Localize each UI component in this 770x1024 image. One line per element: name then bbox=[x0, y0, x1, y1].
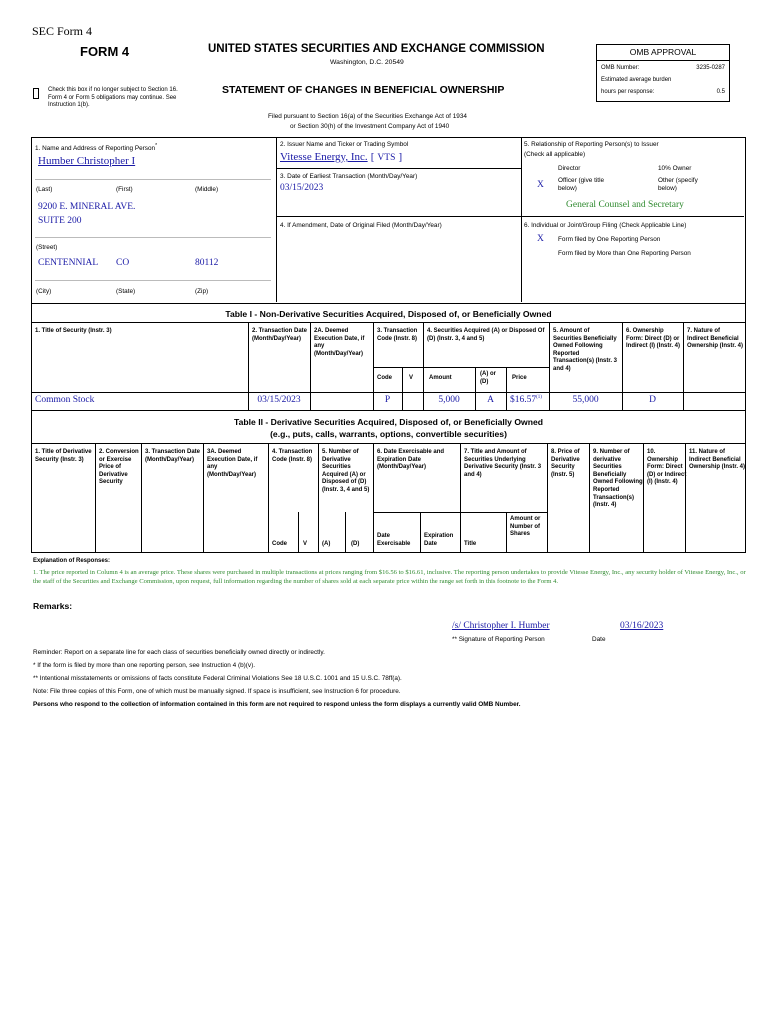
city-label: (City) bbox=[36, 288, 52, 295]
table2-subtitle: (e.g., puts, calls, warrants, options, convertible securities) bbox=[270, 429, 507, 439]
omb-hours-value: 0.5 bbox=[716, 89, 725, 95]
t2-col-underlying-header: 7. Title and Amount of Securities Underlying Derivative Security (Instr. 3 and 4) bbox=[464, 449, 542, 478]
other-option[interactable]: Other (specify below) bbox=[658, 177, 698, 192]
street-label: (Street) bbox=[36, 244, 58, 251]
t2-sub-expiration: Expiration Date bbox=[424, 533, 454, 547]
omb-number-value: 3235-0287 bbox=[696, 65, 725, 71]
director-option[interactable]: Director bbox=[558, 165, 581, 172]
ten-percent-owner-option[interactable]: 10% Owner bbox=[658, 165, 692, 172]
earliest-transaction-date: 03/15/2023 bbox=[280, 183, 324, 193]
note-omb-validity: Persons who respond to the collection of information contained in this form are not required to respond unless the form displays a currently valid OMB Number. bbox=[33, 701, 521, 708]
t2-sub-exercisable: Date Exercisable bbox=[377, 533, 411, 547]
officer-title: General Counsel and Secretary bbox=[566, 200, 684, 210]
t1-sub-amount: Amount bbox=[429, 375, 452, 381]
section16-note: Check this box if no longer subject to Section 16. Form 4 or Form 5 obligations may continue. See Instruction 1(b). bbox=[48, 87, 178, 109]
t1-row-code: P bbox=[384, 395, 391, 405]
one-person-check-mark: X bbox=[537, 234, 544, 244]
box3-label: 3. Date of Earliest Transaction (Month/Day/Year) bbox=[280, 173, 418, 180]
statement-title: STATEMENT OF CHANGES IN BENEFICIAL OWNERSHIP bbox=[222, 84, 505, 96]
t2-sub-v: V bbox=[303, 541, 308, 547]
t2-col-title-header: 1. Title of Derivative Security (Instr. 3) bbox=[35, 449, 92, 463]
t2-sub-title: Title bbox=[464, 541, 477, 547]
t2-col-exercisable-header: 6. Date Exercisable and Expiration Date (Month/Day/Year) bbox=[377, 449, 445, 471]
box6-label: 6. Individual or Joint/Group Filing (Check Applicable Line) bbox=[524, 222, 687, 229]
first-name-label: (First) bbox=[116, 186, 133, 193]
ticker-symbol: VTS bbox=[377, 153, 396, 163]
explanation-footnote-1: 1. The price reported in Column 4 is an average price. These shares were purchased in multiple transactions at prices ranging from $16.56 to $16.61, inclusive. The reporting person undertakes to provide Vitesse Energy, Inc., any security holder of Vitesse Energy, Inc., or the staff of the Securities and Exchange Commission, upon request, full information regarding the number of shares sold at each separate price within the range set forth in this footnote to the Form 4. bbox=[33, 569, 746, 585]
t1-sub-code: Code bbox=[377, 375, 392, 381]
box5-sublabel: (Check all applicable) bbox=[524, 151, 586, 158]
t2-sub-d: (D) bbox=[351, 541, 360, 547]
officer-check-mark: X bbox=[537, 180, 544, 190]
t2-col-price-header: 8. Price of Derivative Security (Instr. 5) bbox=[551, 449, 580, 478]
signature-date: 03/16/2023 bbox=[620, 621, 664, 631]
t1-col-code-header: 3. Transaction Code (Instr. 8) bbox=[377, 328, 418, 342]
t1-col-deemed-header: 2A. Deemed Execution Date, if any (Month/Day/Year) bbox=[314, 328, 365, 357]
t1-col-securities-header: 4. Securities Acquired (A) or Disposed Of (D) (Instr. 3, 4 and 5) bbox=[427, 328, 545, 342]
t1-row-price-footnote[interactable]: (1) bbox=[536, 395, 542, 400]
state-value: CO bbox=[116, 258, 130, 268]
one-person-option[interactable]: Form filed by One Reporting Person bbox=[558, 236, 661, 243]
commission-location: Washington, D.C. 20549 bbox=[330, 59, 404, 66]
table2-title: Table II - Derivative Securities Acquired, Disposed of, or Beneficially Owned bbox=[234, 417, 543, 427]
t1-sub-ad: (A) or (D) bbox=[480, 371, 496, 385]
t2-col-conversion-header: 2. Conversion or Exercise Price of Derivative Security bbox=[99, 449, 139, 486]
explanation-label: Explanation of Responses: bbox=[33, 558, 111, 564]
box1-label: 1. Name and Address of Reporting Person* bbox=[35, 143, 158, 153]
state-label: (State) bbox=[116, 288, 136, 295]
table1-title: Table I - Non-Derivative Securities Acquired, Disposed of, or Beneficially Owned bbox=[225, 309, 552, 319]
zip-label: (Zip) bbox=[195, 288, 209, 295]
commission-name: UNITED STATES SECURITIES AND EXCHANGE COMMISSION bbox=[208, 43, 545, 55]
omb-hours-label: hours per response: bbox=[601, 89, 655, 95]
note-reminder: Reminder: Report on a separate line for each class of securities beneficially owned directly or indirectly. bbox=[33, 649, 325, 656]
t1-col-date-header: 2. Transaction Date (Month/Day/Year) bbox=[252, 328, 308, 342]
t2-sub-a: (A) bbox=[322, 541, 331, 547]
signature-label: ** Signature of Reporting Person bbox=[452, 636, 545, 643]
officer-option[interactable]: Officer (give title below) bbox=[558, 177, 605, 192]
t2-col-nature-header: 11. Nature of Indirect Beneficial Ownership (Instr. 4) bbox=[689, 449, 746, 471]
t2-col-derivative-header: 5. Number of Derivative Securities Acquired (A) or Disposed of (D) (Instr. 3, 4 and 5) bbox=[322, 449, 370, 493]
reporting-person-name[interactable]: Humber Christopher I bbox=[38, 155, 136, 167]
t2-col-date-header: 3. Transaction Date (Month/Day/Year) bbox=[145, 449, 201, 463]
t2-sub-code: Code bbox=[272, 541, 287, 547]
last-name-label: (Last) bbox=[36, 186, 53, 193]
t1-row-form: D bbox=[649, 395, 656, 405]
zip-value: 80112 bbox=[195, 258, 219, 268]
document-label: SEC Form 4 bbox=[32, 24, 93, 38]
remarks-label: Remarks: bbox=[33, 601, 73, 611]
omb-approval-box bbox=[596, 44, 730, 102]
note-copies: Note: File three copies of this Form, one of which must be manually signed. If space is insufficient, see Instruction 6 for procedure. bbox=[33, 688, 401, 695]
t2-col-owned-header: 9. Number of derivative Securities Beneficially Owned Following Reported Transaction(s) (Instr. 4) bbox=[593, 449, 643, 509]
multi-person-option[interactable]: Form filed by More than One Reporting Person bbox=[558, 250, 691, 257]
note-multiple-persons: * If the form is filed by more than one reporting person, see Instruction 4 (b)(v). bbox=[33, 662, 255, 669]
t1-row-title: Common Stock bbox=[35, 395, 95, 405]
omb-title: OMB APPROVAL bbox=[597, 45, 729, 61]
middle-name-label: (Middle) bbox=[195, 186, 219, 193]
box2-label: 2. Issuer Name and Ticker or Trading Symbol bbox=[280, 141, 409, 148]
t1-row-amount: 5,000 bbox=[438, 395, 460, 405]
t1-col-nature-header: 7. Nature of Indirect Beneficial Ownership (Instr. 4) bbox=[687, 328, 744, 350]
t1-row-ad: A bbox=[487, 395, 494, 405]
t2-sub-amount: Amount or Number of Shares bbox=[510, 516, 541, 538]
omb-burden-label: Estimated average burden bbox=[601, 77, 672, 83]
t2-col-form-header: 10. Ownership Form: Direct (D) or Indirect (I) (Instr. 4) bbox=[647, 449, 687, 486]
form-title: FORM 4 bbox=[80, 44, 130, 59]
t1-row-date: 03/15/2023 bbox=[257, 395, 301, 405]
filed-pursuant-line-2: or Section 30(h) of the Investment Company Act of 1940 bbox=[290, 123, 450, 130]
filed-pursuant-line-1: Filed pursuant to Section 16(a) of the Securities Exchange Act of 1934 bbox=[268, 113, 467, 120]
t1-row-owned: 55,000 bbox=[572, 395, 599, 405]
street-line-1: 9200 E. MINERAL AVE. bbox=[38, 202, 136, 212]
city-value: CENTENNIAL bbox=[38, 258, 99, 268]
t1-col-owned-header: 5. Amount of Securities Beneficially Owned Following Reported Transaction(s) (Instr. 3 and 4) bbox=[553, 328, 618, 372]
note-misstatements: ** Intentional misstatements or omissions of facts constitute Federal Criminal Violations See 18 U.S.C. 1001 and 15 U.S.C. 78ff(a). bbox=[33, 675, 402, 682]
t1-sub-price: Price bbox=[512, 375, 527, 381]
street-line-2: SUITE 200 bbox=[38, 216, 82, 226]
t2-col-code-header: 4. Transaction Code (Instr. 8) bbox=[272, 449, 313, 463]
omb-number-label: OMB Number: bbox=[601, 65, 640, 71]
signature-date-label: Date bbox=[592, 636, 606, 643]
t1-sub-v: V bbox=[409, 375, 414, 381]
t1-row-price: $16.57$^{(1)}$ bbox=[510, 395, 542, 406]
t2-col-deemed-header: 3A. Deemed Execution Date, if any (Month/Day/Year) bbox=[207, 449, 258, 478]
t1-col-form-header: 6. Ownership Form: Direct (D) or Indirect (I) (Instr. 4) bbox=[626, 328, 681, 350]
issuer-ticker: Vitesse Energy, Inc. [ VTS ] bbox=[280, 151, 403, 163]
section16-checkbox[interactable] bbox=[33, 88, 39, 99]
box4-label: 4. If Amendment, Date of Original Filed (Month/Day/Year) bbox=[280, 222, 442, 229]
box5-label: 5. Relationship of Reporting Person(s) to Issuer bbox=[524, 141, 659, 148]
issuer-name[interactable]: Vitesse Energy, Inc. bbox=[280, 151, 368, 163]
signature-name: /s/ Christopher I. Humber bbox=[452, 621, 550, 631]
t1-col-title-header: 1. Title of Security (Instr. 3) bbox=[35, 328, 112, 334]
